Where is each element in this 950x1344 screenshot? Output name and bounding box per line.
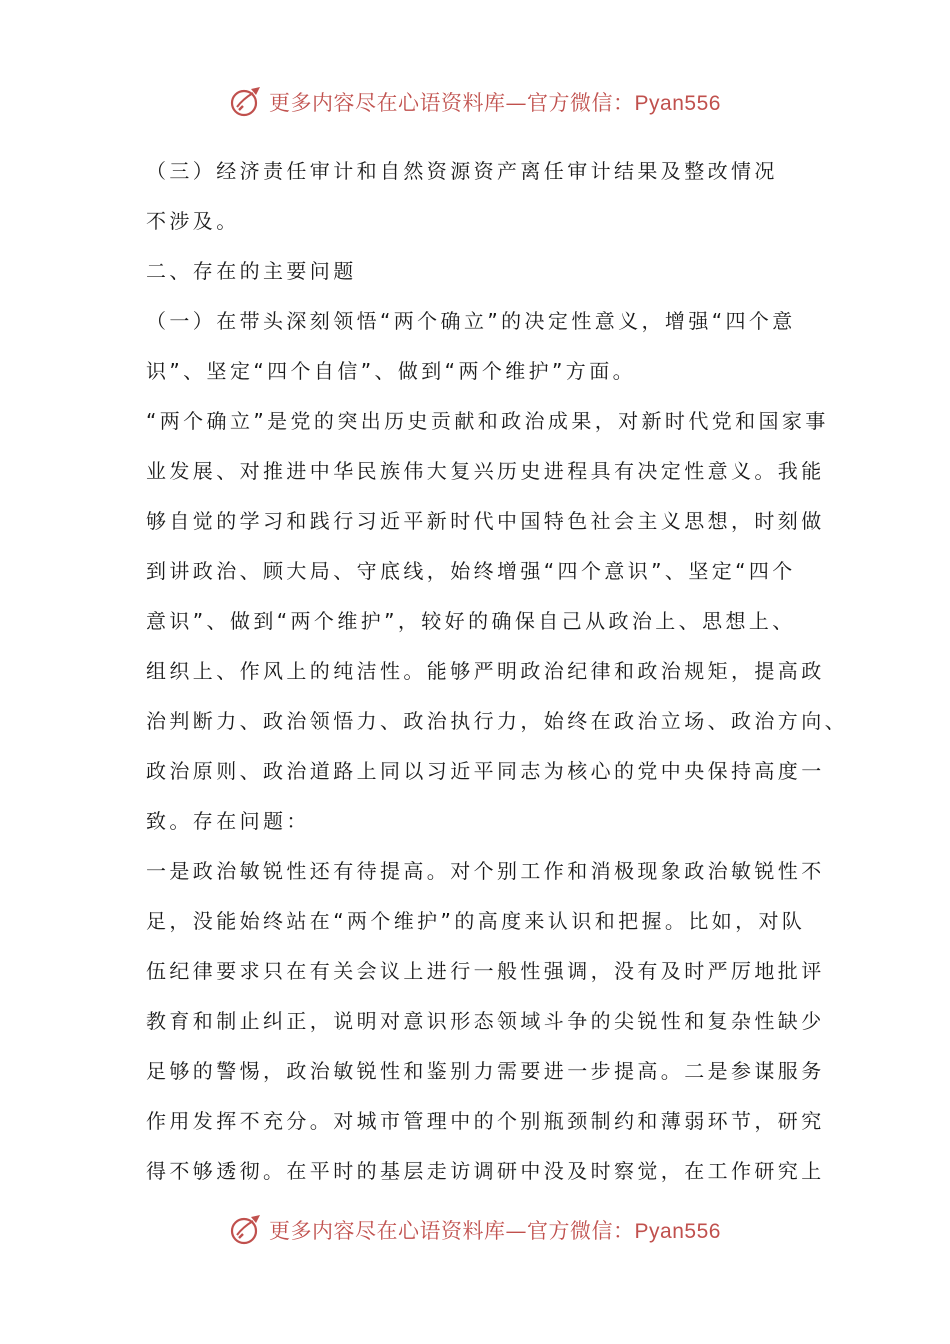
paragraph-line: 不涉及。 [146,209,240,233]
paragraph-line: “两个确立”是党的突出历史贡献和政治成果，对新时代党和国家事 [146,409,829,433]
section-heading: （三）经济责任审计和自然资源资产离任审计结果及整改情况 [146,159,778,183]
paragraph-line: 足够的警惕，政治敏锐性和鉴别力需要进一步提高。二是参谋服务 [146,1059,825,1083]
watermark-text: 更多内容尽在心语资料库—官方微信：Pyan556 [269,1219,721,1243]
paragraph-line: 致。存在问题： [146,809,310,833]
watermark-wechat-id: Pyan556 [634,92,721,115]
document-body [146,146,848,1196]
paragraph-line: 作用发挥不充分。对城市管理中的个别瓶颈制约和薄弱环节，研究 [146,1109,825,1133]
watermark-wechat-id: Pyan556 [634,1220,721,1243]
paragraph-line: 足，没能始终站在“两个维护”的高度来认识和把握。比如，对队 [146,909,806,933]
paragraph-line: 组织上、作风上的纯洁性。能够严明政治纪律和政治规矩，提高政 [146,659,825,683]
paragraph-line: 政治原则、政治道路上同以习近平同志为核心的党中央保持高度一 [146,759,825,783]
paragraph-line: 业发展、对推进中华民族伟大复兴历史进程具有决定性意义。我能 [146,459,825,483]
header-watermark [0,82,950,122]
paragraph-line: 一是政治敏锐性还有待提高。对个别工作和消极现象政治敏锐性不 [146,859,825,883]
section-heading: 二、存在的主要问题 [146,259,357,283]
watermark-text: 更多内容尽在心语资料库—官方微信：Pyan556 [269,91,721,115]
footer-watermark [0,1210,950,1250]
paragraph-line: 到讲政治、顾大局、守底线，始终增强“四个意识”、坚定“四个 [146,559,796,583]
paragraph-line: 教育和制止纠正，说明对意识形态领域斗争的尖锐性和复杂性缺少 [146,1009,825,1033]
paragraph-line: 治判断力、政治领悟力、政治执行力，始终在政治立场、政治方向、 [146,709,848,733]
paragraph-line: 意识”、做到“两个维护”，较好的确保自己从政治上、思想上、 [146,609,796,633]
quill-seal-icon [229,85,263,119]
subsection-heading: 识”、坚定“四个自信”、做到“两个维护”方面。 [146,359,637,383]
paragraph-line: 够自觉的学习和践行习近平新时代中国特色社会主义思想，时刻做 [146,509,825,533]
paragraph-line: 伍纪律要求只在有关会议上进行一般性强调，没有及时严厉地批评 [146,959,825,983]
paragraph-line: 得不够透彻。在平时的基层走访调研中没及时察觉，在工作研究上 [146,1159,825,1183]
subsection-heading: （一）在带头深刻领悟“两个确立”的决定性意义，增强“四个意 [146,309,796,333]
quill-seal-icon [229,1213,263,1247]
